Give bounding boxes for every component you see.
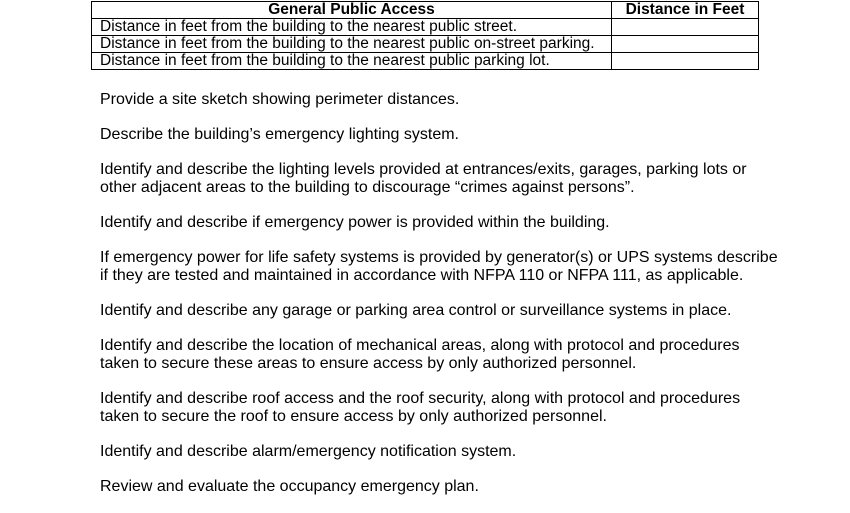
item-occupancy-emergency-plan: Review and evaluate the occupancy emergency plan.: [100, 478, 479, 495]
distance-field-street[interactable]: [612, 19, 759, 36]
general-public-access-table: [91, 1, 759, 70]
header-distance-in-feet: Distance in Feet: [612, 2, 759, 19]
item-generator-ups-testing: If emergency power for life safety systems is provided by generator(s) or UPS systems describe if they are tested and maintained in accordance with NFPA 110 or NFPA 111, as applicable.: [100, 249, 778, 284]
row-description-on-street-parking: Distance in feet from the building to the nearest public on-street parking.: [92, 36, 612, 53]
item-emergency-lighting: Describe the building’s emergency lighting system.: [100, 126, 459, 143]
item-alarm-notification: Identify and describe alarm/emergency notification system.: [100, 443, 517, 460]
row-description-parking-lot: Distance in feet from the building to the nearest public parking lot.: [92, 53, 612, 70]
header-general-public-access: General Public Access: [92, 2, 612, 19]
item-emergency-power: Identify and describe if emergency power is provided within the building.: [100, 214, 610, 231]
table-header-row: [92, 2, 759, 19]
item-garage-surveillance: Identify and describe any garage or parking area control or surveillance systems in place.: [100, 302, 732, 319]
assessment-items-list: [100, 91, 800, 513]
distance-field-parking-lot[interactable]: [612, 53, 759, 70]
item-lighting-levels: Identify and describe the lighting levels provided at entrances/exits, garages, parking lots or other adjacent areas to the building to discourage “crimes against persons”.: [100, 161, 747, 196]
item-mechanical-areas: Identify and describe the location of mechanical areas, along with protocol and procedures taken to secure these areas to ensure access by only authorized personnel.: [100, 337, 740, 372]
item-site-sketch: Provide a site sketch showing perimeter distances.: [100, 91, 460, 108]
distance-field-on-street-parking[interactable]: [612, 36, 759, 53]
table-row: [92, 19, 759, 36]
row-description-street: Distance in feet from the building to the nearest public street.: [92, 19, 612, 36]
table-row: [92, 53, 759, 70]
item-roof-access: Identify and describe roof access and the roof security, along with protocol and procedures taken to secure the roof to ensure access by only authorized personnel.: [100, 390, 741, 425]
table-row: [92, 36, 759, 53]
